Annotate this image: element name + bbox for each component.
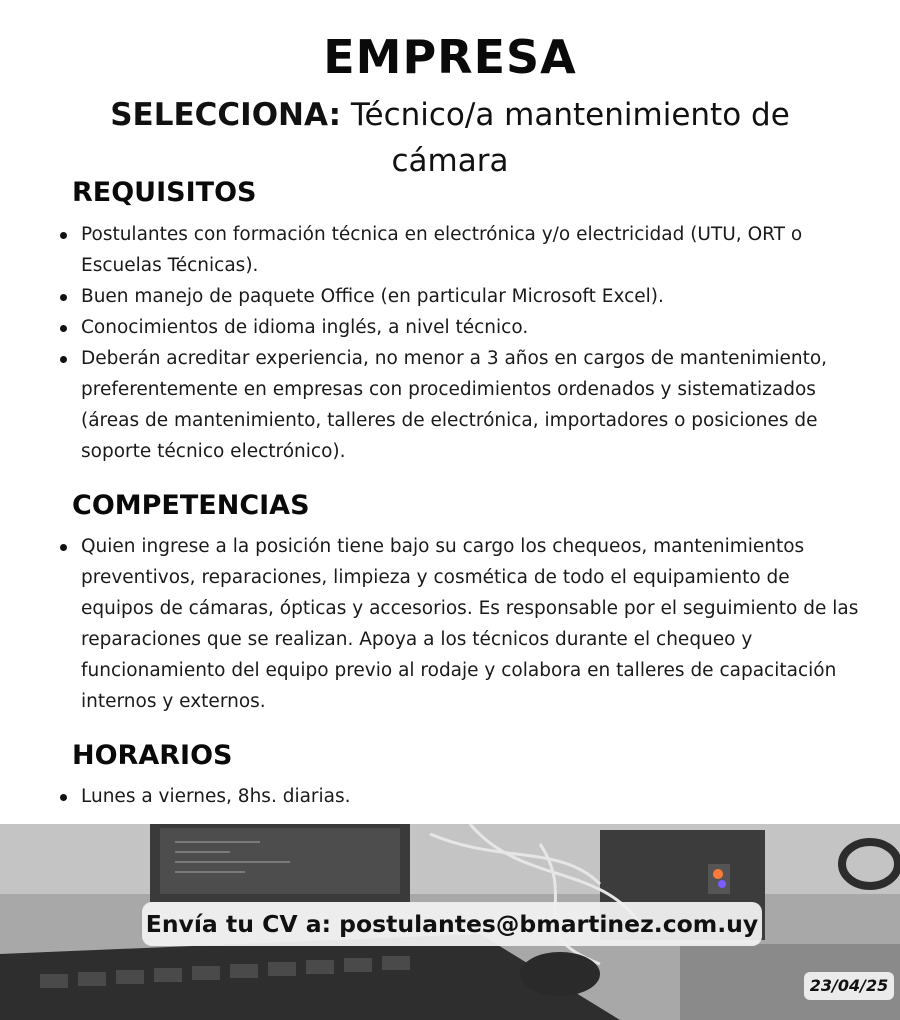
list-item: Buen manejo de paquete Office (en particular Microsoft Excel). xyxy=(60,281,860,312)
list-item: Deberán acreditar experiencia, no menor a 3 años en cargos de mantenimiento, preferentemente en empresas con procedimientos ordenados y sistematizados (áreas de mantenimiento, talleres de electrónica, importadores o posiciones de soporte técnico electrónico). xyxy=(60,343,860,467)
workbench-photo xyxy=(0,824,900,1020)
section-heading-competencias: COMPETENCIAS xyxy=(72,490,310,521)
page-title: EMPRESA xyxy=(323,30,577,84)
section-heading-requisitos: REQUISITOS xyxy=(72,177,257,208)
cta-send-cv: Envía tu CV a: postulantes@bmartinez.com.uy xyxy=(142,902,762,946)
publish-date: 23/04/25 xyxy=(804,972,894,1000)
job-position: Técnico/a mantenimiento de cámara xyxy=(350,97,790,179)
section-heading-horarios: HORARIOS xyxy=(72,740,233,771)
list-item: Postulantes con formación técnica en electrónica y/o electricidad (UTU, ORT o Escuelas Técnicas). xyxy=(60,219,860,281)
list-item: Quien ingrese a la posición tiene bajo su cargo los chequeos, mantenimientos preventivos, reparaciones, limpieza y cosmética de todo el equipamiento de equipos de cámaras, ópticas y accesorios. Es responsable por el seguimiento de las reparaciones que se realizan. Apoya a los técnicos durante el chequeo y funcionamiento del equipo previo al rodaje y colabora en talleres de capacitación internos y externos. xyxy=(60,531,860,717)
subtitle-bold-label: SELECCIONA: xyxy=(110,97,341,133)
horarios-list xyxy=(60,781,860,812)
list-item: Lunes a viernes, 8hs. diarias. xyxy=(60,781,860,812)
requisitos-list xyxy=(60,219,860,467)
competencias-list xyxy=(60,531,860,717)
job-subtitle xyxy=(60,92,840,184)
list-item: Conocimientos de idioma inglés, a nivel técnico. xyxy=(60,312,860,343)
